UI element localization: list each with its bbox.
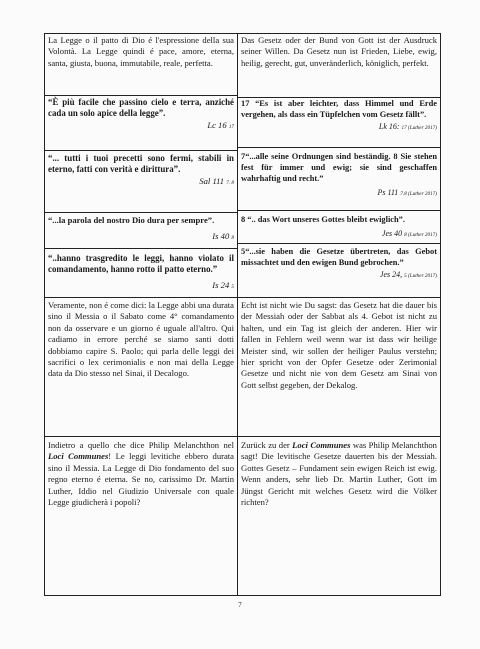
italian-quote-isaiah-24: “..hanno trasgredito le leggi, hanno violato il comandamento, hanno rotto il patto eterno.” <box>48 253 234 275</box>
german-ref-isaiah-40: Jes 40 8 (Luther 2017) <box>381 229 437 238</box>
column-divider <box>237 33 238 596</box>
german-ref-isaiah-24: Jes 24, 5 (Luther 2017) <box>379 270 437 279</box>
ref-isaiah-24: Is 24 5 <box>212 280 234 290</box>
row-divider <box>44 212 238 213</box>
row-divider <box>44 95 238 96</box>
italian-paragraph-3: Indietro a quello che dice Philip Melanchthon nel Loci Communes! Le leggi levitiche ebbero durata sino il Messia. La Legge di Dio fondamento del suo regno eterno é eterna. Se no, carissimo Dr. Martin Luther, Iddio nel Giudizio Universale con quale Legge giudicherà i popoli? <box>48 440 234 508</box>
german-paragraph-3: Zurück zu der Loci Communes was Philip Melanchthon sagt! Die levitische Gesetze dauerten bis der Messiah. Gottes Gesetz – Fundament sein ewigen Reich ist ewig. Wenn anders, sehr lieb Dr. Martin Luther, Gott im Jüngst Gericht mit welches Gesetz wird die Völker richten? <box>241 440 437 508</box>
reference: Lc 16 17 <box>207 119 234 130</box>
german-ref-psalm: Ps 111 7.8 (Luther 2017) <box>377 188 437 197</box>
italian-intro: La Legge o il patto di Dio é l'espressione della sua Volontà. La Legge quindi é pace, amore, eterna, santa, giusta, buona, immutabile, reale, perfetta. <box>48 35 234 68</box>
italian-quote-psalm: “... tutti i tuoi precetti sono fermi, stabili in eterno, fatti con verità e dirittura”. Sal 111 7. 8 <box>48 153 234 189</box>
row-divider <box>238 243 441 244</box>
row-divider <box>238 147 441 148</box>
page-number: 7 <box>238 601 242 609</box>
italian-quote-luke: “È più facile che passino cielo e terra, anziché cada un solo apice della legge”. Lc 16 17 <box>48 97 234 133</box>
german-quote-psalm: 7“...alle seine Ordnungen sind beständig. 8 Sie stehen fest für immer und ewig; sie sind geschaffen wahrhaftig und recht.” <box>241 152 437 183</box>
reference: Sal 111 7. 8 <box>199 175 234 186</box>
german-intro: Das Gesetz oder der Bund von Gott ist der Ausdruck seiner Willen. Da Gesetz nun ist Frieden, Liebe, ewig, heilig, gerecht, gut, unveränderlich, königlich, perfekt. <box>241 35 437 68</box>
italian-paragraph-2: Veramente, non é come dici: la Legge abbi una durata sino il Messia o il Sabato come 4° comandamento non da osservare e un giorno é uguale all'altro. Qui cadiamo in errore perché se siamo santi dotti dobbiamo capire S. Paolo; qui parla delle leggi dei sacrifici o lex cerimonialis e non mai della Legge data da Dio stesso nel Sinai, il Decalogo. <box>48 300 234 379</box>
row-divider <box>238 210 441 211</box>
row-divider <box>44 150 238 151</box>
italian-quote-isaiah-40: “...la parola del nostro Dio dura per sempre”. <box>48 215 215 225</box>
row-divider <box>44 297 441 298</box>
german-paragraph-2: Echt ist nicht wie Du sagst: das Gesetz hat die dauer bis der Messiah oder der Sabbat als 4. Gebot ist nicht zu halten, und ein Tag ist gleich der anderen. Hier wir fallen in Fehlern weil wenn war ist dass wir heilige Meister sind, wir sollen der heiliger Paulus verstehn; hier spricht von der Opfer Gesetze oder Zerimonial Gesetze und nicht nie von dem Gesetz am Sinai von Gott selbst gegeben, der Dekalog. <box>241 300 437 390</box>
row-divider <box>238 97 441 98</box>
german-ref-luke: Lk 16: 17 (Luther 2017) <box>378 122 437 131</box>
german-quote-isaiah-24: 5“...sie haben die Gesetze übertreten, das Gebot missachtet und den ewigen Bund gebrochen.” <box>241 247 437 267</box>
german-quote-isaiah-40: 8 “.. das Wort unseres Gottes bleibt ewiglich”. <box>241 215 405 224</box>
row-divider <box>44 436 441 437</box>
row-divider <box>44 248 238 249</box>
german-quote-luke: 17 “Es ist aber leichter, dass Himmel und Erde vergehen, als dass ein Tüpfelchen vom Gesetz fällt”. <box>241 99 437 119</box>
ref-isaiah-40: Is 40 8 <box>212 231 234 241</box>
